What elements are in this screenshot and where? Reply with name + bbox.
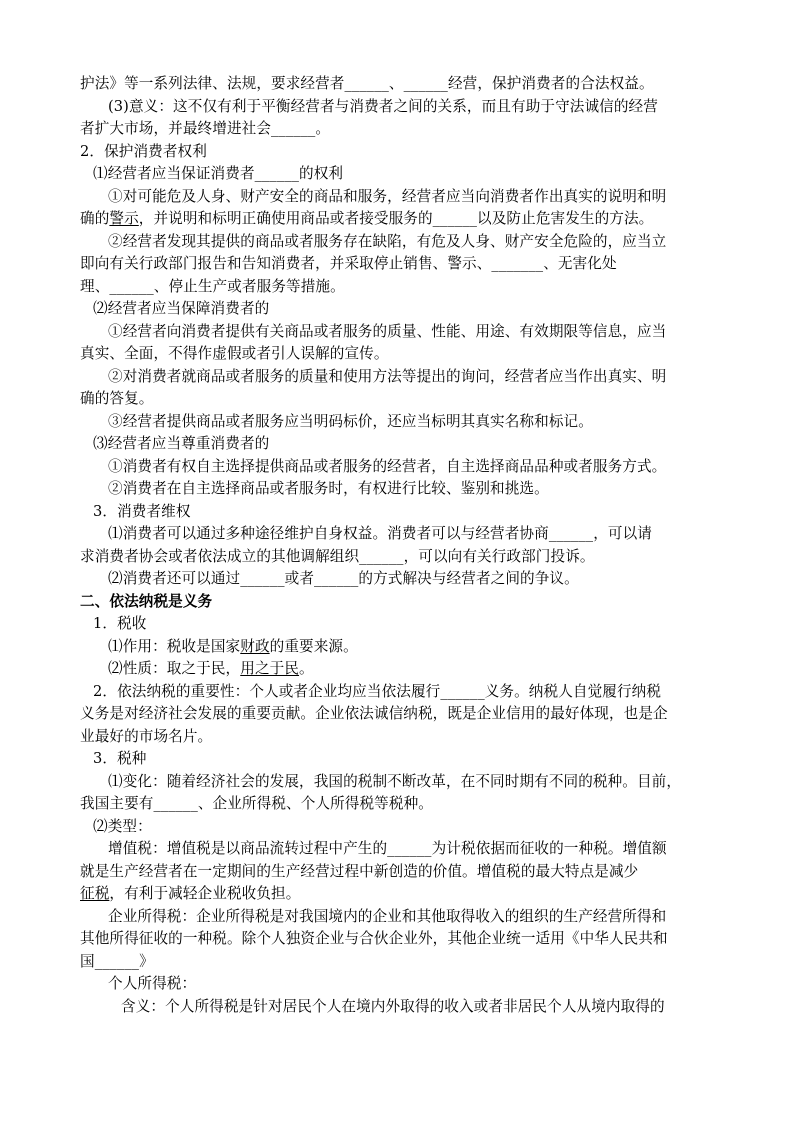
text-line: 我国主要有______、企业所得税、个人所得税等税种。 xyxy=(80,795,433,812)
text-line: 者扩大市场，并最终增进社会______。 xyxy=(80,120,331,137)
text-line: 企业所得税：企业所得税是对我国境内的企业和其他取得收入的组织的生产经营所得和 xyxy=(108,908,667,925)
text-line: 就是生产经营者在一定期间的生产经营过程中新创造的价值。增值税的最大特点是减少 xyxy=(80,863,639,880)
text-line: ⑵经营者应当保障消费者的 xyxy=(93,300,270,317)
text-line: 业最好的市场名片。 xyxy=(80,728,213,745)
text-line: 1．税收 xyxy=(93,615,147,632)
text-line: (3)意义：这不仅有利于平衡经营者与消费者之间的关系，而且有助于守法诚信的经营 xyxy=(108,98,658,115)
underlined-text: 征税 xyxy=(80,885,110,902)
text-line: ⑵性质：取之于民，用之于民。 xyxy=(108,660,314,677)
text-line: 理、______、停止生产或者服务等措施。 xyxy=(80,278,345,295)
underlined-text: 财政 xyxy=(240,638,270,655)
text-line: ⑴变化：随着经济社会的发展，我国的税制不断改革，在不同时期有不同的税种。目前， xyxy=(108,773,682,790)
text-line: 2．保护消费者权利 xyxy=(80,143,207,160)
text-line: ⑴经营者应当保证消费者______的权利 xyxy=(93,165,344,182)
text-line: 求消费者协会或者依法成立的其他调解组织______，可以向有关行政部门投诉。 xyxy=(80,548,595,565)
text-line: 即向有关行政部门报告和告知消费者，并采取停止销售、警示、_______、无害化处 xyxy=(80,255,617,272)
text-line: ②经营者发现其提供的商品或者服务存在缺陷，有危及人身、财产安全危险的，应当立 xyxy=(108,233,667,250)
text-line: 含义：个人所得税是针对居民个人在境内外取得的收入或者非居民个人从境内取得的 xyxy=(121,998,665,1015)
text-line: ⑶经营者应当尊重消费者的 xyxy=(93,435,270,452)
text-line: ③经营者提供商品或者服务应当明码标价，还应当标明其真实名称和标记。 xyxy=(108,413,593,430)
text-line: ②消费者在自主选择商品或者服务时，有权进行比较、鉴别和挑选。 xyxy=(108,480,549,497)
text-line: 国______》 xyxy=(80,953,154,970)
text-line: 义务是对经济社会发展的重要贡献。企业依法诚信纳税，既是企业信用的最好体现，也是企 xyxy=(80,705,668,722)
text-line: ⑵消费者还可以通过______或者______的方式解决与经营者之间的争议。 xyxy=(108,570,579,587)
text-line: ⑵类型： xyxy=(93,818,152,835)
text-line: 3．消费者维权 xyxy=(93,503,191,520)
text-line: 增值税：增值税是以商品流转过程中产生的______为计税依据而征收的一种税。增值额 xyxy=(108,840,667,857)
text-line: 2．依法纳税的重要性：个人或者企业均应当依法履行______义务。纳税人自觉履行纳税 xyxy=(93,683,662,700)
text-line: 其他所得征收的一种税。除个人独资企业与合伙企业外，其他企业统一适用《中华人民共和 xyxy=(80,930,668,947)
underlined-text: 警示 xyxy=(109,210,139,227)
text-line: 确的答复。 xyxy=(80,390,154,407)
text-line: ①消费者有权自主选择提供商品或者服务的经营者，自主选择商品品种或者服务方式。 xyxy=(108,458,667,475)
text-line: 个人所得税： xyxy=(108,975,197,992)
text-line: ①对可能危及人身、财产安全的商品和服务，经营者应当向消费者作出真实的说明和明 xyxy=(108,188,667,205)
text-line: ①经营者向消费者提供有关商品或者服务的质量、性能、用途、有效期限等信息，应当 xyxy=(108,323,667,340)
text-line: 二、依法纳税是义务 xyxy=(80,593,213,610)
text-line: 真实、全面，不得作虚假或者引人误解的宣传。 xyxy=(80,345,389,362)
text-line: ⑴作用：税收是国家财政的重要来源。 xyxy=(108,638,358,655)
text-line: ⑴消费者可以通过多种途径维护自身权益。消费者可以与经营者协商______，可以请 xyxy=(108,525,652,542)
text-line: 征税，有利于减轻企业税收负担。 xyxy=(80,885,301,902)
text-line: ②对消费者就商品或者服务的质量和使用方法等提出的询问，经营者应当作出真实、明 xyxy=(108,368,667,385)
text-line: 3．税种 xyxy=(93,750,147,767)
underlined-text: 用之于民 xyxy=(240,660,300,677)
text-line: 确的警示，并说明和标明正确使用商品或者接受服务的______以及防止危害发生的方法。 xyxy=(80,210,654,227)
text-line: 护法》等一系列法律、法规，要求经营者______、______经营，保护消费者的合法权益。 xyxy=(80,75,654,92)
